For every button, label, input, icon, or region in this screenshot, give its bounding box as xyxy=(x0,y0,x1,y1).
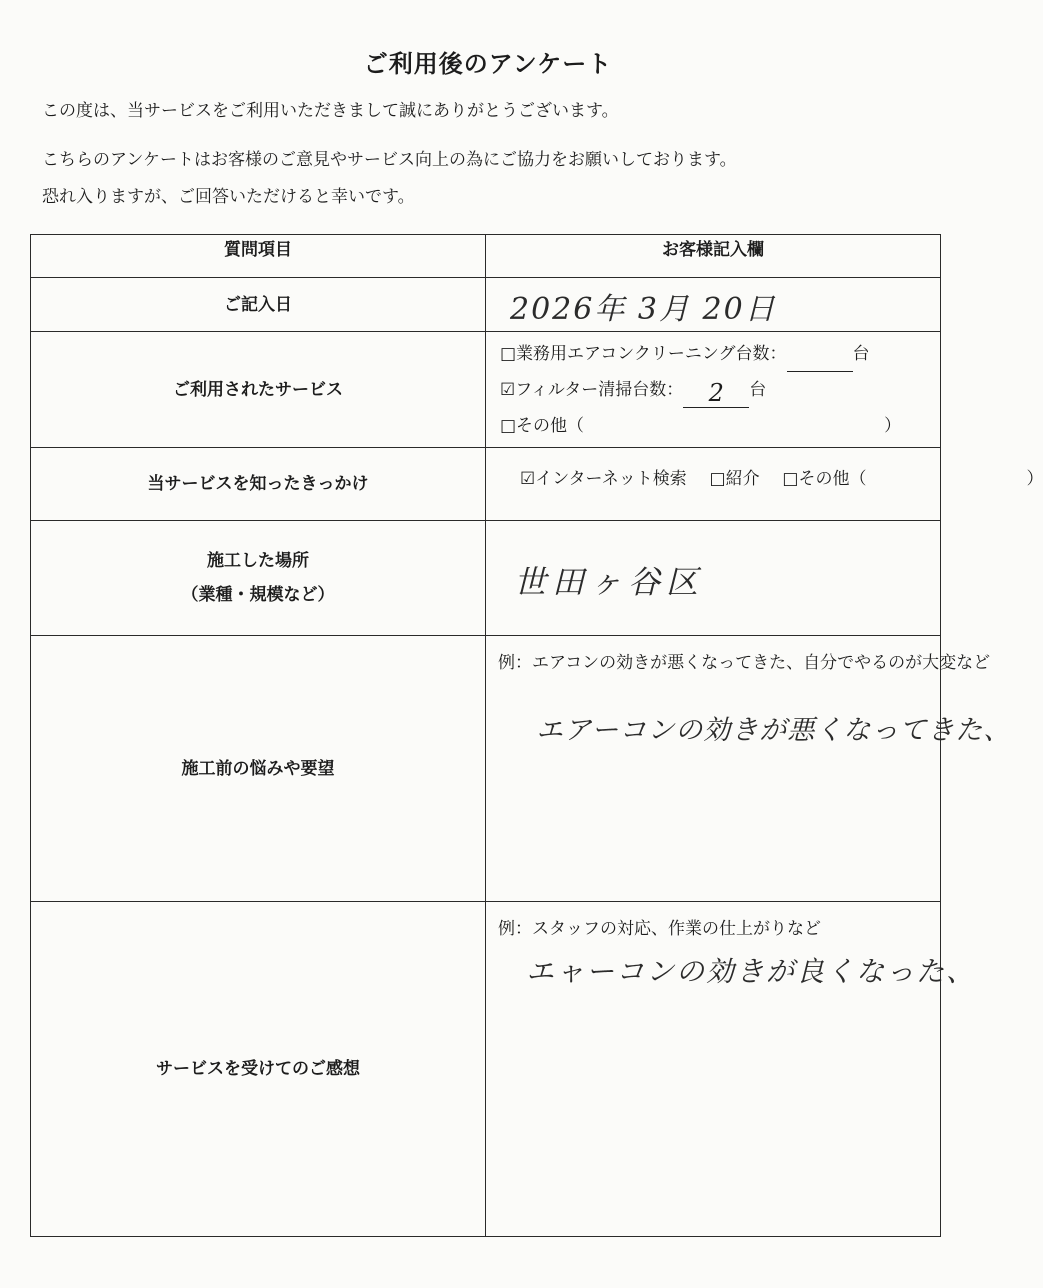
location-field[interactable] xyxy=(486,521,941,636)
concerns-example: 例：エアコンの効きが悪くなってきた、自分でやるのが大変など xyxy=(498,653,991,673)
service-option-other-label: □その他（ xyxy=(500,416,585,436)
filter-count-value: 2 xyxy=(708,379,724,407)
page-title: ご利用後のアンケート xyxy=(363,50,613,78)
filter-count-field[interactable] xyxy=(683,379,749,408)
service-label: ご利用されたサービス xyxy=(31,332,486,448)
concerns-row xyxy=(31,636,941,902)
date-field[interactable] xyxy=(486,278,941,332)
service-row xyxy=(31,332,941,448)
date-handwritten: 2026年 3月 20日 xyxy=(510,292,777,327)
concerns-handwritten: エアーコンの効きが悪くなってきた、 xyxy=(536,715,1012,746)
location-label-line-2: （業種・規模など） xyxy=(181,585,335,605)
service-option-filter[interactable] xyxy=(486,372,940,408)
source-options xyxy=(486,448,1043,521)
concerns-label: 施工前の悩みや要望 xyxy=(31,636,486,902)
source-option-other[interactable]: □その他（ xyxy=(782,469,867,489)
header-question: 質問項目 xyxy=(31,235,486,278)
header-row xyxy=(31,235,941,278)
source-option-internet[interactable]: ☑インターネット検索 xyxy=(520,469,687,489)
service-option-filter-label: ☑フィルター清掃台数： xyxy=(500,380,684,400)
service-options xyxy=(486,332,941,448)
date-row xyxy=(31,278,941,332)
source-row xyxy=(31,448,941,521)
intro-line-1: この度は、当サービスをご利用いただきまして誠にありがとうございます。 xyxy=(42,101,619,121)
intro-line-2: こちらのアンケートはお客様のご意見やサービス向上の為にご協力をお願いしております。 xyxy=(42,150,737,170)
service-option-commercial-label: □業務用エアコンクリーニング台数： xyxy=(500,344,787,364)
location-label-line-1: 施工した場所 xyxy=(207,551,309,571)
service-option-filter-unit: 台 xyxy=(749,380,767,400)
date-label: ご記入日 xyxy=(31,278,486,332)
impressions-handwritten: エャーコンの効きが良くなった、 xyxy=(526,955,977,988)
service-option-other-close: ） xyxy=(884,416,902,436)
source-option-other-close: ） xyxy=(1026,469,1043,489)
impressions-row xyxy=(31,902,941,1237)
location-row xyxy=(31,521,941,636)
impressions-example: 例：スタッフの対応、作業の仕上がりなど xyxy=(498,919,821,939)
impressions-label: サービスを受けてのご感想 xyxy=(31,902,486,1237)
service-option-commercial[interactable] xyxy=(486,336,940,372)
location-handwritten: 世田ヶ谷区 xyxy=(514,563,705,601)
service-option-commercial-unit: 台 xyxy=(852,344,870,364)
commercial-count-blank[interactable] xyxy=(787,371,853,372)
source-label: 当サービスを知ったきっかけ xyxy=(31,448,486,521)
impressions-field[interactable] xyxy=(486,902,977,1237)
header-answer: お客様記入欄 xyxy=(486,235,941,278)
service-option-other[interactable] xyxy=(486,408,940,444)
concerns-field[interactable] xyxy=(486,636,1012,902)
location-label xyxy=(31,521,486,636)
intro-line-3: 恐れ入りますが、ご回答いただけると幸いです。 xyxy=(42,187,415,207)
survey-table xyxy=(30,234,1043,1237)
source-option-referral[interactable]: □紹介 xyxy=(709,469,760,489)
